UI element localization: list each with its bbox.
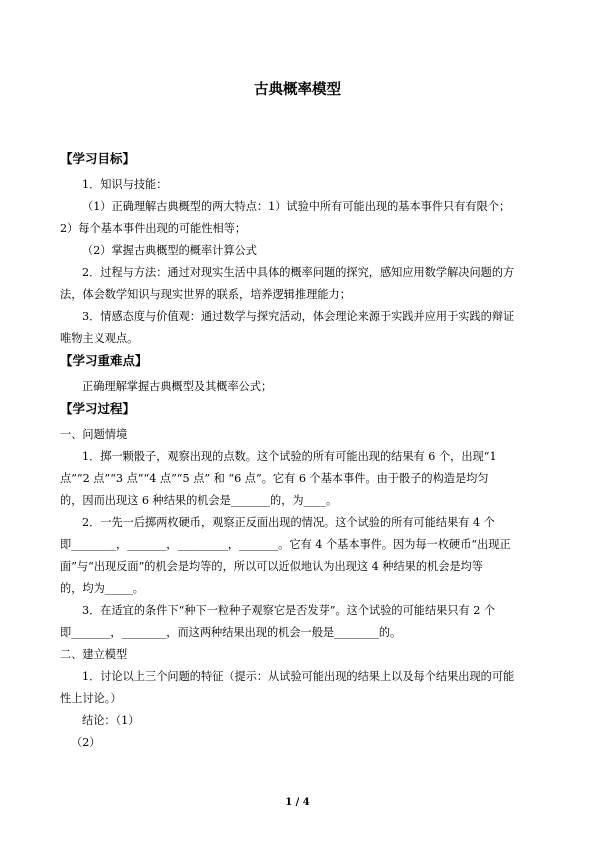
section-heading-process: 【学习过程】	[60, 401, 136, 416]
objectives-line: 3．情感态度与价值观：通过数学与探究活动，体会理论来源于实践并应用于实践的辩证	[82, 310, 515, 323]
process-line: 3．在适宜的条件下“种下一粒种子观察它是否发芽”。这个试验的可能结果只有 2 个	[82, 604, 496, 617]
objectives-line: 法，体会数学知识与现实世界的联系，培养逻辑推理能力；	[60, 288, 351, 301]
objectives-line: （2）掌握古典概型的概率计算公式	[82, 244, 257, 257]
process-line: 1．掷一颗骰子，观察出现的点数。这个试验的所有可能出现的结果有 6 个，出现“1	[82, 450, 497, 463]
document-body	[60, 148, 542, 754]
process-subheading: 一、问题情境	[60, 428, 128, 441]
objectives-line: 2）每个基本事件出现的可能性相等；	[60, 222, 247, 235]
process-line: （2）	[71, 736, 101, 749]
process-line: 2．一先一后掷两枚硬币，观察正反面出现的情况。这个试验的所有可能结果有 4 个	[82, 516, 495, 529]
objectives-line: 1．知识与技能：	[82, 178, 168, 191]
process-line: 点”“2 点”“3 点”“4 点”“5 点” 和 “6 点”。它有 6 个基本事件。由于骰子的构造是均匀	[60, 472, 489, 485]
document-title: 古典概率模型	[254, 82, 341, 98]
process-line: 性上讨论。）	[60, 692, 122, 705]
process-subheading: 二、建立模型	[60, 648, 128, 661]
process-line: 即________，_______，_________，_______。它有 4 个基本事件。因为每一枚硬币“出现正	[60, 538, 511, 551]
process-line: 的，均为_____。	[60, 582, 144, 595]
process-line: 1．讨论以上三个问题的特征（提示：从试验可能出现的结果上以及每个结果出现的可能	[82, 670, 515, 683]
objectives-line: 2．过程与方法：通过对现实生活中具体的概率问题的探究，感知应用数学解决问题的方	[82, 266, 515, 279]
section-heading-objectives: 【学习目标】	[60, 151, 136, 166]
page-number: 1 / 4	[285, 797, 310, 808]
keypoints-line: 正确理解掌握古典概型及其概率公式；	[82, 380, 273, 393]
objectives-line: 唯物主义观点。	[60, 332, 139, 345]
process-line: 的，因而出现这 6 种结果的机会是_______的，为____。	[60, 494, 338, 507]
section-heading-keypoints: 【学习重难点】	[60, 353, 148, 368]
process-line: 即_______，________，而这两种结果出现的机会一般是________的。	[60, 626, 402, 639]
process-line: 面”与“出现反面”的机会是均等的，所以可以近似地认为出现这 4 种结果的机会是均等	[60, 560, 483, 573]
objectives-line: （1）正确理解古典概型的两大特点：1）试验中所有可能出现的基本事件只有有限个；	[82, 200, 511, 213]
process-line: 结论：（1）	[82, 714, 140, 727]
